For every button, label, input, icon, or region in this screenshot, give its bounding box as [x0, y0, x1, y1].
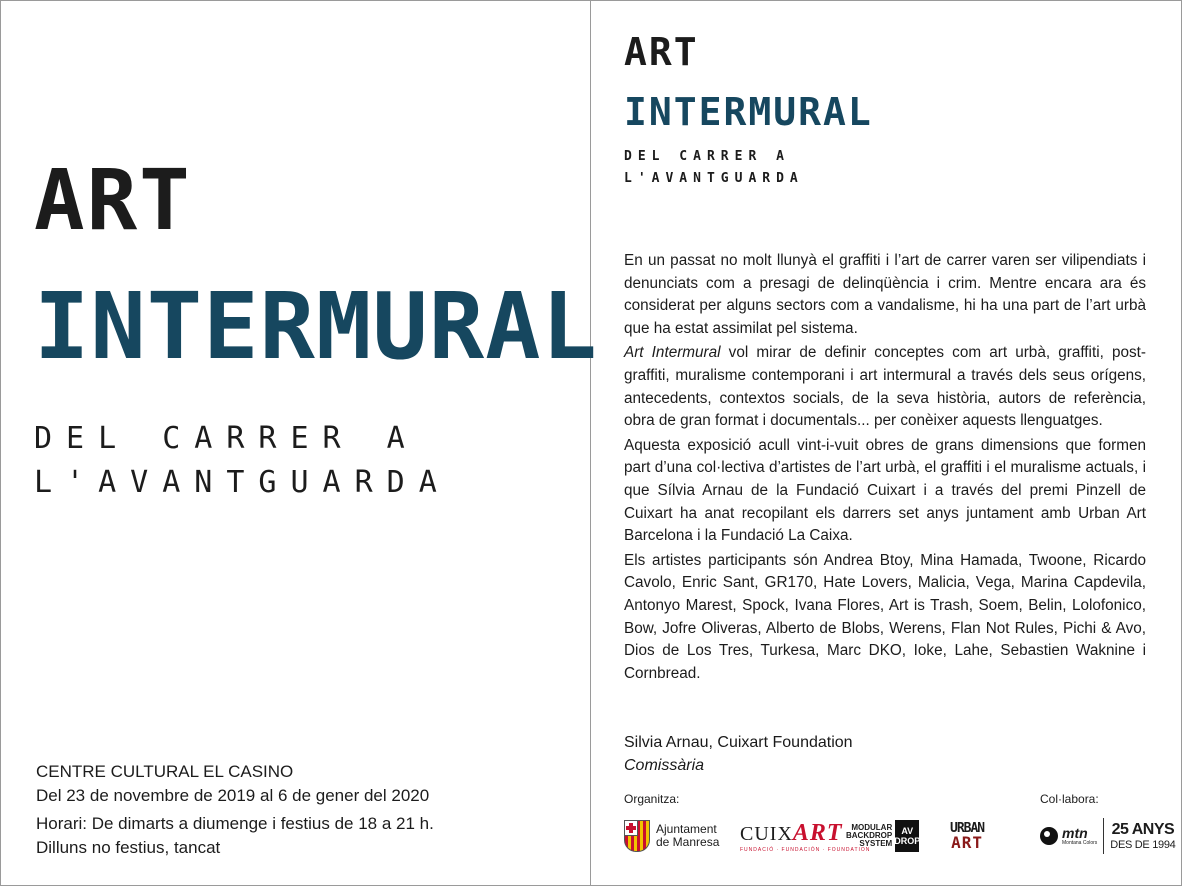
montana-logo	[1040, 814, 1175, 858]
avdrop-box: AV DROP	[895, 820, 919, 852]
ajuntament-logo	[624, 814, 719, 858]
anys-text: 25 ANYS	[1111, 820, 1175, 838]
back-subtitle	[624, 146, 804, 190]
urban-art-logo	[950, 814, 984, 858]
cuixart-text-b: ART	[792, 819, 843, 846]
paragraph-4: Els artistes participants són Andrea Btoy, Mina Hamada, Twoone, Ricardo Cavolo, Enric Sant, GR170, Hate Lovers, Malicia, Vega, Marina Capdevila, Antonyo Marest, Spock, Ivana Flores, Art is Trash, Soem, Belin, Lolofonico, Bow, Jofre Oliveras, Alberto de Blobs, Werens, Flan Not Rules, Pichi & Avo, Dios de Los Tres, Turkesa, Marc DKO, Ioke, Lahe, Sebastien Waknine i Cornbread.	[624, 551, 1146, 682]
cover-title-art: ART	[34, 151, 192, 249]
venue-name: CENTRE CULTURAL EL CASINO	[36, 762, 294, 781]
venue-hours: Horari: De dimarts a diumenge i festius de 18 a 21 h.	[36, 814, 434, 833]
montana-circle-icon	[1040, 827, 1058, 845]
paragraph-1: En un passat no molt llunyà el graffiti i l’art de carrer varen ser vilipendiats i denunciats com a presagi de delinqüència i crim. Mentre encara ara és considerat per alguns sectors com a vandalisme, hi ha una part de l’art urbà que ha estat assimilat pel sistema.	[624, 252, 1146, 337]
cover-subtitle-line1: DEL CARRER A	[34, 421, 419, 456]
back-subtitle-line2: L'AVANTGUARDA	[624, 171, 804, 186]
montana-separator	[1103, 818, 1104, 854]
signature-role: Comissària	[624, 757, 705, 774]
fold-divider	[590, 0, 591, 886]
organitza-label: Organitza:	[624, 792, 680, 806]
modular-text: MODULAR BACKDROP SYSTEM	[846, 823, 893, 848]
cover-title-intermural: INTERMURAL	[34, 273, 598, 380]
cover-subtitle-line2: L'AVANTGUARDA	[34, 465, 451, 500]
paragraph-2-title: Art Intermural	[624, 344, 721, 362]
urban-text-a: URBAN	[950, 820, 985, 836]
back-title-art: ART	[624, 30, 699, 74]
mtn-text: mtn	[1062, 825, 1088, 841]
shield-icon	[624, 820, 650, 852]
signature	[624, 731, 853, 777]
collabora-label: Col·labora:	[1040, 792, 1099, 806]
urban-text-b: ART	[951, 832, 984, 852]
venue-info	[36, 760, 434, 860]
cuixart-text-a: CUIX	[740, 822, 793, 845]
paragraph-2	[624, 342, 1146, 432]
des-de-text: DES DE 1994	[1110, 838, 1176, 851]
venue-dates: Del 23 de novembre de 2019 al 6 de gener del 2020	[36, 786, 430, 805]
ajuntament-text: Ajuntament de Manresa	[656, 822, 720, 849]
venue-closed: Dilluns no festius, tancat	[36, 838, 221, 857]
modular-backdrop-logo	[846, 814, 919, 858]
cover-subtitle	[34, 417, 451, 505]
paragraph-2-text: vol mirar de definir conceptes com art urbà, graffiti, post-graffiti, muralisme contemporani i art intermural a través dels seus orígens, antecedents, contextos socials, de la seva història, autors de referència, obra de gran format i documentals... per conèixer aquests llenguatges.	[624, 344, 1146, 430]
signature-name: Silvia Arnau, Cuixart Foundation	[624, 734, 853, 751]
back-title-intermural: INTERMURAL	[624, 90, 873, 134]
cuixart-tagline: FUNDACIÓ · FUNDACIÓN · FOUNDATION	[740, 846, 871, 853]
mtn-subtext: Montana Colors	[1062, 840, 1098, 846]
back-subtitle-line1: DEL CARRER A	[624, 149, 790, 164]
paragraph-3: Aquesta exposició acull vint-i-vuit obres de grans dimensions que formen part d’una col·lectiva d’artistes de l’art urbà, el graffiti i el muralisme actuals, i que Sílvia Arnau de la Fundació Cuixart i a través del premi Pinzell de Cuixart ha anat recopilant els darrers set anys juntament amb Urban Art Barcelona i la Fundació La Caixa.	[624, 436, 1146, 545]
exhibition-description	[624, 250, 1146, 687]
